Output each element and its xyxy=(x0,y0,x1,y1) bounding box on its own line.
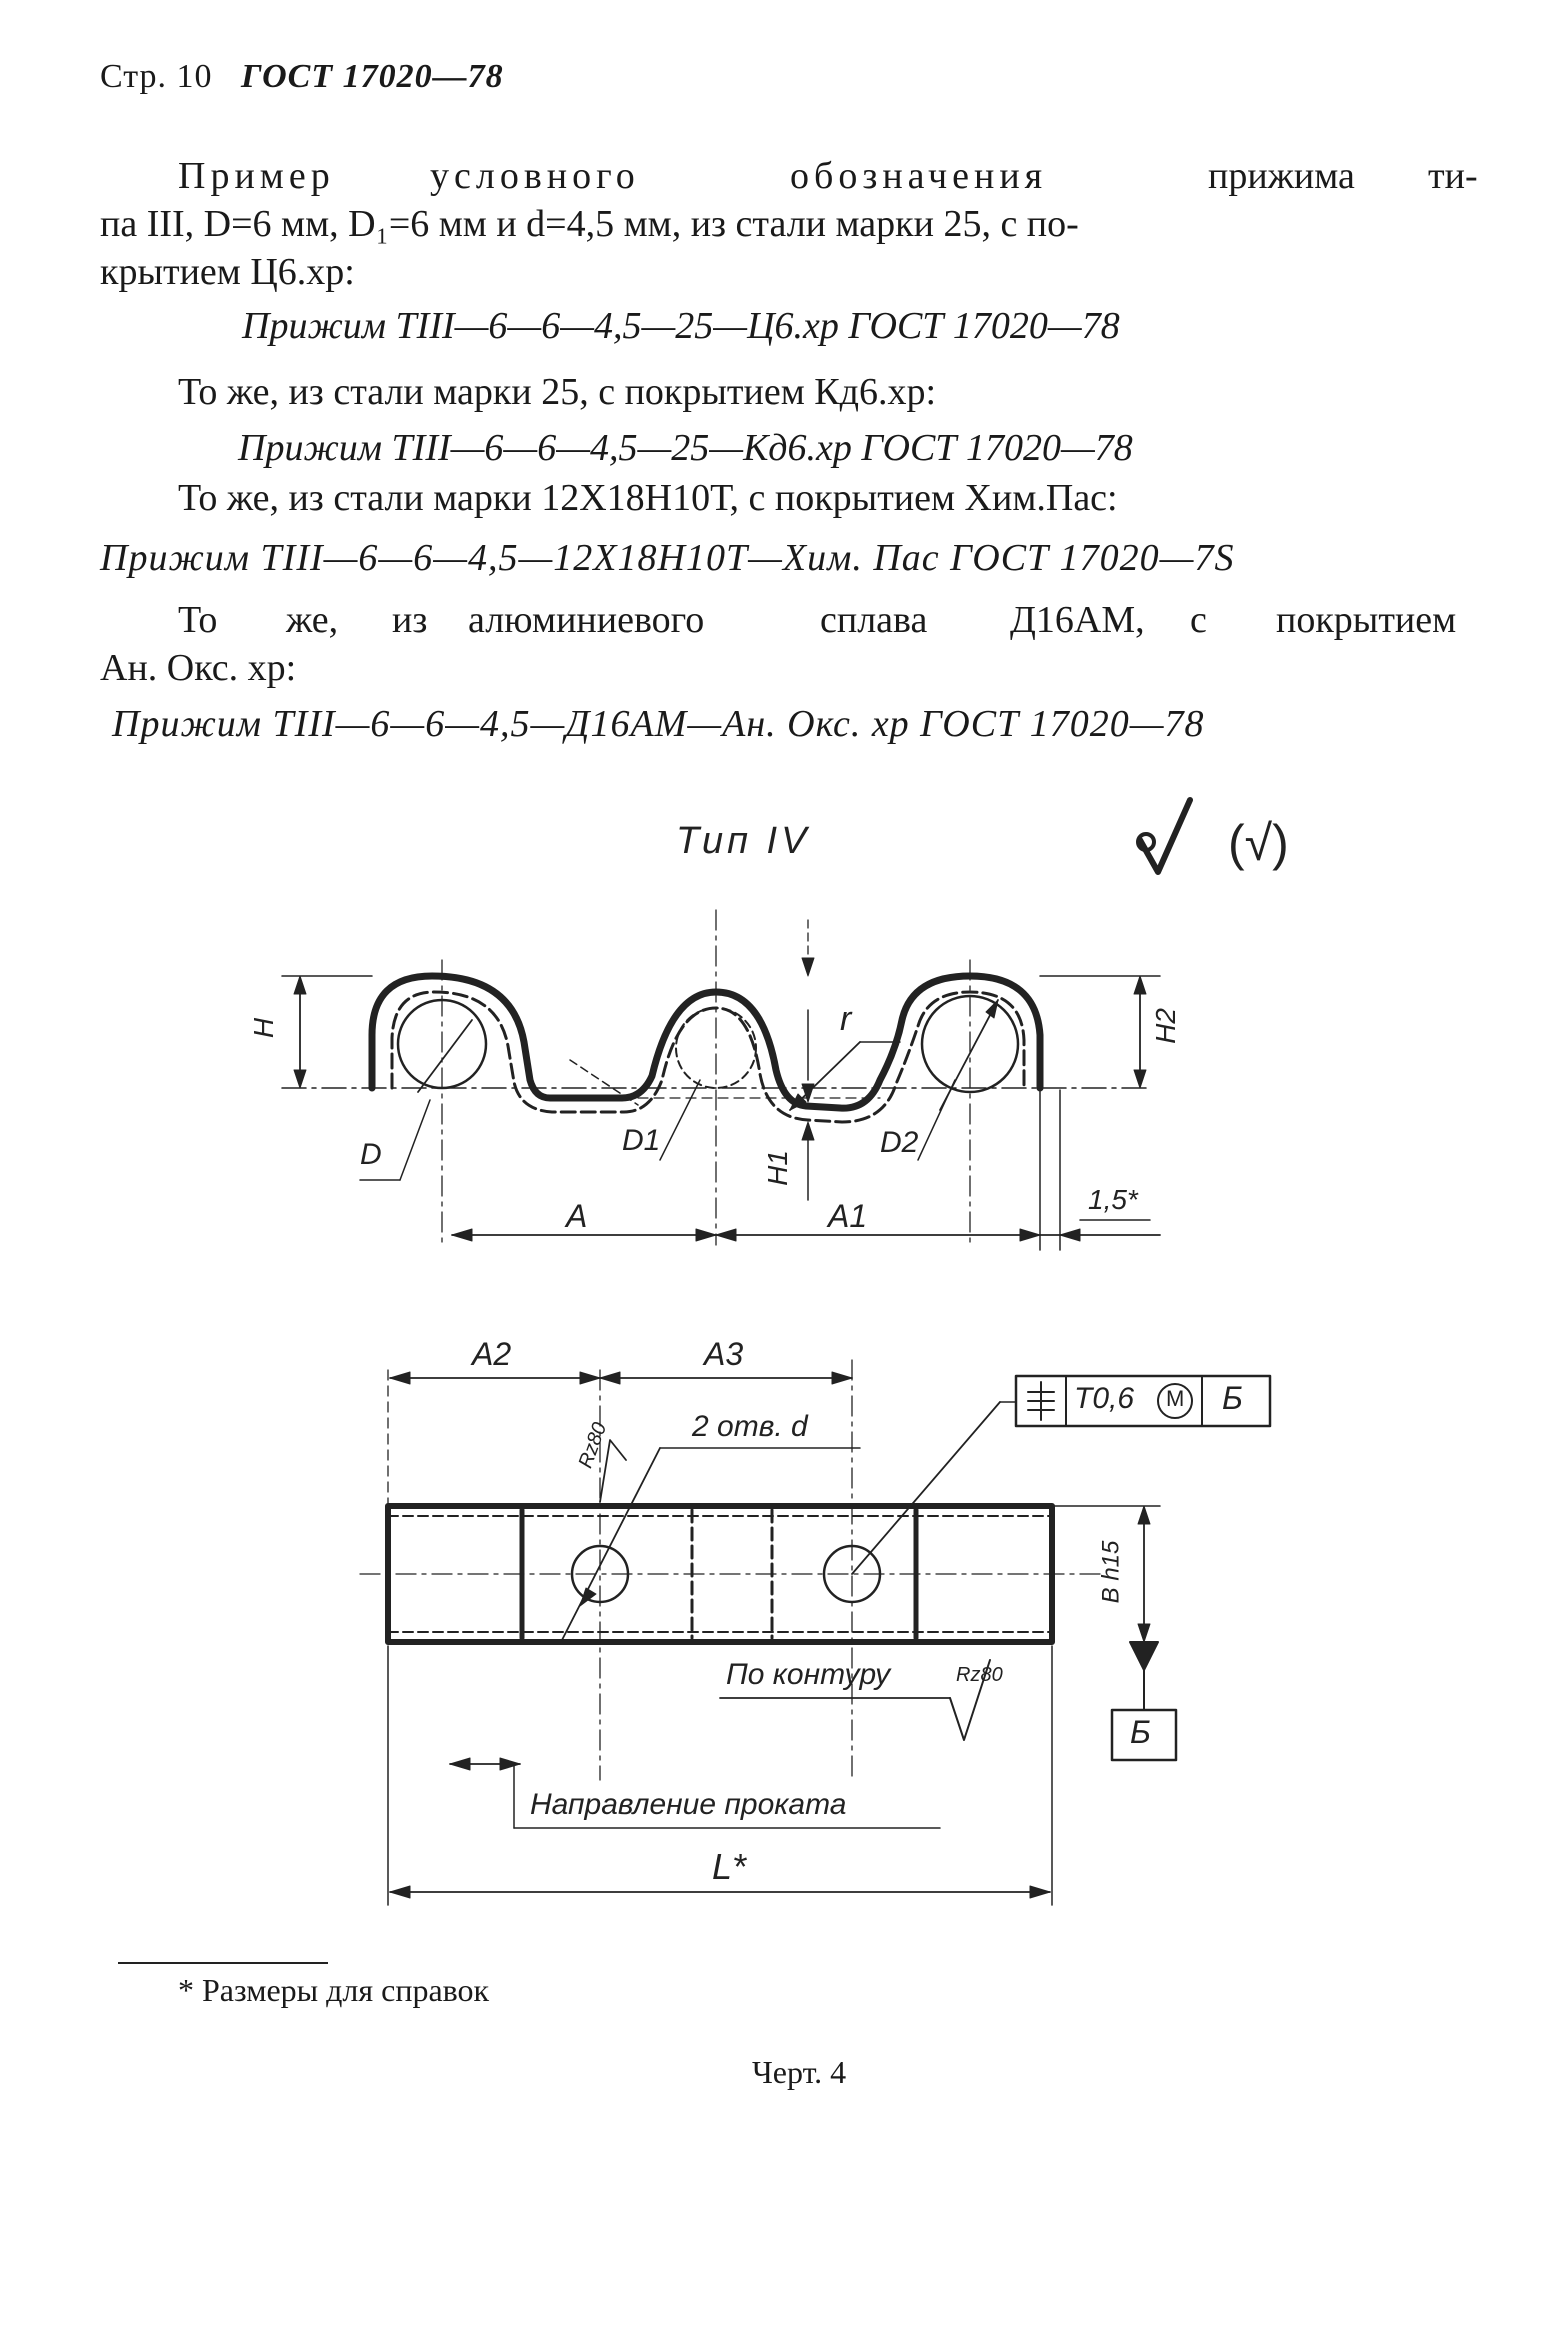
example-4: Прижим TIII—6—6—4,5—Д16АМ—Ан. Окс. хр ГОСТ 17020—78 xyxy=(112,703,1205,745)
p4-word-1: То xyxy=(178,599,218,641)
p1-word-3: обозначения xyxy=(790,155,1048,197)
tolerance-value: Т0,6 xyxy=(1074,1382,1135,1415)
footnote: * Размеры для справок xyxy=(178,1972,490,2008)
tolerance-modifier: М xyxy=(1166,1386,1185,1411)
technical-drawing xyxy=(0,780,1568,1930)
label-a3: A3 xyxy=(704,1336,744,1372)
p4-word-6: Д16АМ, xyxy=(1010,599,1145,641)
p4-word-4: алюминиевого xyxy=(468,599,705,641)
standard-number: ГОСТ 17020—78 xyxy=(241,58,504,95)
p4-word-7: с xyxy=(1190,599,1207,641)
label-h2: H2 xyxy=(1149,1008,1181,1044)
p1-word-2: условного xyxy=(430,155,640,197)
p4-word-5: сплава xyxy=(820,599,928,641)
example-3: Прижим TIII—6—6—4,5—12Х18Н10Т—Хим. Пас ГОСТ 17020—7S xyxy=(100,537,1235,579)
figure-caption: Черт. 4 xyxy=(752,2054,847,2090)
label-ref-dimension: 1,5* xyxy=(1088,1184,1138,1215)
type-title: Тип IV xyxy=(676,820,811,862)
label-contour: По контуру xyxy=(726,1658,891,1691)
label-a2: A2 xyxy=(472,1336,512,1372)
label-rz-top: Rz80 xyxy=(574,1419,612,1472)
p1-word-4: прижима xyxy=(1208,155,1355,197)
paragraph-2: То же, из стали марки 25, с покрытием Кд6.хр: xyxy=(178,371,936,413)
label-width-tolerance: В h15 xyxy=(1097,1540,1125,1604)
drawing-canvas xyxy=(0,780,1568,1930)
p4-line-2: Ан. Окс. хр: xyxy=(100,647,297,689)
label-rz-bottom: Rz80 xyxy=(956,1664,1003,1686)
label-d1: D1 xyxy=(622,1124,661,1157)
general-roughness-note: (√) xyxy=(1228,815,1289,871)
label-length: L* xyxy=(712,1846,747,1887)
page-header xyxy=(100,58,504,96)
p4-word-8: покрытием xyxy=(1276,599,1457,641)
p4-word-2: же, xyxy=(286,599,339,641)
example-1: Прижим TIII—6—6—4,5—25—Ц6.хр ГОСТ 17020—78 xyxy=(242,305,1120,347)
label-a: A xyxy=(566,1198,588,1234)
label-h1: H1 xyxy=(761,1150,793,1186)
p1-word-1: Пример xyxy=(178,155,335,197)
p1-word-5: ти- xyxy=(1428,155,1478,197)
label-d2: D2 xyxy=(880,1126,919,1159)
paragraph-3: То же, из стали марки 12Х18Н10Т, с покрытием Хим.Пас: xyxy=(178,477,1118,519)
label-holes: 2 отв. d xyxy=(692,1410,808,1443)
page-number: Стр. 10 xyxy=(100,58,213,95)
label-h: H xyxy=(248,1017,280,1039)
p4-word-3: из xyxy=(392,599,428,641)
p1-line-2: па III, D=6 мм, D₁=6 мм и d=4,5 мм, из стали марки 25, с по- xyxy=(100,203,1079,245)
tolerance-datum: Б xyxy=(1222,1380,1243,1416)
p1-line-3: крытием Ц6.хр: xyxy=(100,251,355,293)
label-d: D xyxy=(360,1138,382,1171)
example-2: Прижим TIII—6—6—4,5—25—Кд6.хр ГОСТ 17020—78 xyxy=(238,427,1133,469)
footnote-rule xyxy=(118,1962,328,1964)
datum-label: Б xyxy=(1130,1714,1151,1750)
label-rolling-direction: Направление проката xyxy=(530,1788,847,1821)
label-r: r xyxy=(840,1000,852,1038)
clamp-inner-contour xyxy=(392,992,1024,1122)
label-a1: A1 xyxy=(828,1198,868,1234)
